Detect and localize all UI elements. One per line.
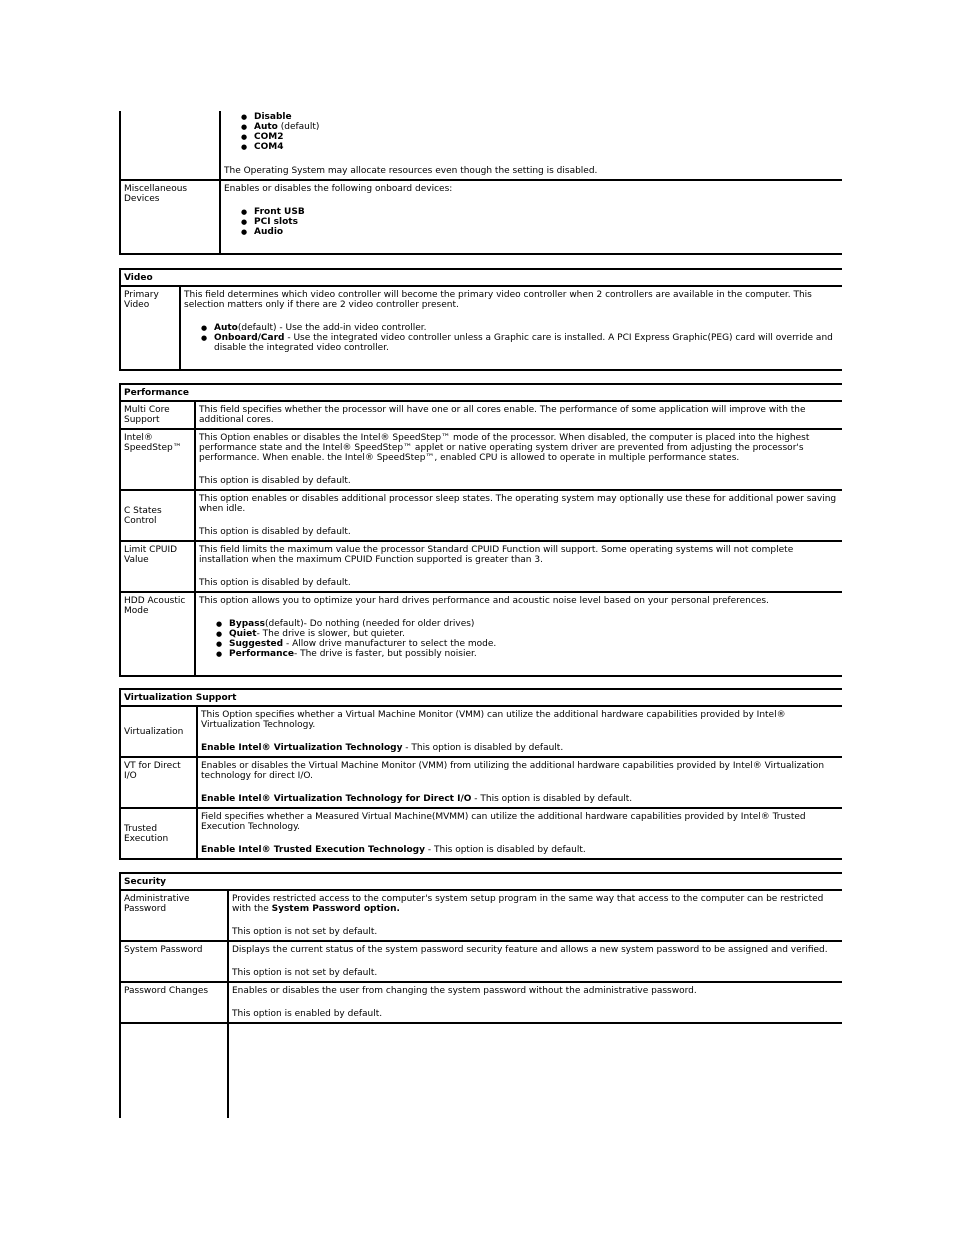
trusted-execution-desc: Field specifies whether a Measured Virtual Machine(MVMM) can utilize the additional hardware capabilities provided by Intel® Trusted Execution Technology.: [201, 812, 806, 832]
system-password-label: System Password: [120, 941, 228, 982]
limit-cpuid-row: [120, 541, 842, 592]
virtualization-row: [120, 706, 842, 757]
hdd-acoustic-desc: This option allows you to optimize your hard drives performance and acoustic noise level based on your personal preferences.: [199, 596, 769, 606]
trusted-execution-row: [120, 808, 842, 859]
security-table: [119, 872, 842, 1118]
serial-note: The Operating System may allocate resources even though the setting is disabled.: [224, 166, 598, 176]
performance-header: Performance: [120, 384, 842, 401]
c-states-desc-cell: [195, 490, 842, 541]
multi-core-desc: This field specifies whether the processor will have one or all cores enable. The performance of some application will improve with the additional cores.: [195, 401, 842, 429]
list-item: ● Performance- The drive is faster, but possibly noisier.: [229, 649, 839, 659]
system-password-desc-cell: [228, 941, 842, 982]
list-item: ● Suggested - Allow drive manufacturer to select the mode.: [229, 639, 839, 649]
limit-cpuid-desc-cell: [195, 541, 842, 592]
password-changes-note: This option is enabled by default.: [232, 1009, 383, 1019]
vt-direct-io-label: VT for Direct I/O: [120, 757, 197, 808]
list-item: ● Quiet- The drive is slower, but quieter.: [229, 629, 839, 639]
limit-cpuid-note: This option is disabled by default.: [199, 578, 351, 588]
vt-direct-io-desc-cell: [197, 757, 842, 808]
virtualization-note: Enable Intel® Virtualization Technology - This option is disabled by default.: [201, 743, 564, 753]
virtualization-header: Virtualization Support: [120, 689, 842, 706]
password-changes-desc-cell: [228, 982, 842, 1023]
list-item: ● Bypass(default)- Do nothing (needed for older drives): [229, 619, 839, 629]
security-continued-row: [120, 1023, 842, 1118]
list-item: ● PCI slots: [254, 217, 839, 227]
video-header: Video: [120, 269, 842, 286]
speedstep-label: Intel® SpeedStep™: [120, 429, 195, 490]
primary-video-desc-cell: [180, 286, 842, 370]
hdd-acoustic-row: [120, 592, 842, 676]
primary-video-row: [120, 286, 842, 370]
c-states-desc: This option enables or disables additional processor sleep states. The operating system may optionally use these for additional power saving when idle.: [199, 494, 837, 514]
vt-direct-io-note: Enable Intel® Virtualization Technology for Direct I/O - This option is disabled by default.: [201, 794, 633, 804]
onboard-devices-table: [119, 111, 842, 255]
serial-label-cell: [120, 111, 220, 180]
vt-direct-io-row: [120, 757, 842, 808]
list-item: ● Audio: [254, 227, 839, 237]
virtualization-table: [119, 688, 842, 860]
list-item: ● Auto (default): [254, 122, 839, 132]
security-continued-desc-cell: [228, 1023, 842, 1118]
vt-direct-io-desc: Enables or disables the Virtual Machine Monitor (VMM) from utilizing the additional hardware capabilities provided by Intel® Virtualization technology for direct I/O.: [201, 761, 825, 781]
serial-port-row: [120, 111, 842, 180]
speedstep-row: [120, 429, 842, 490]
multi-core-label: Multi Core Support: [120, 401, 195, 429]
system-password-row: [120, 941, 842, 982]
trusted-execution-label: Trusted Execution: [120, 808, 197, 859]
security-header: Security: [120, 873, 842, 890]
misc-devices-row: [120, 180, 842, 254]
admin-password-desc: Provides restricted access to the computer's system setup program in the same way that access to the computer can be restricted with the System Password option.: [232, 894, 824, 914]
admin-password-label: Administrative Password: [120, 890, 228, 941]
serial-options-list: [224, 112, 839, 152]
admin-password-row: [120, 890, 842, 941]
password-changes-label: Password Changes: [120, 982, 228, 1023]
c-states-note: This option is disabled by default.: [199, 527, 351, 537]
password-changes-row: [120, 982, 842, 1023]
system-password-note: This option is not set by default.: [232, 968, 378, 978]
admin-password-note: This option is not set by default.: [232, 927, 378, 937]
misc-desc-cell: [220, 180, 842, 254]
misc-desc: Enables or disables the following onboard devices:: [224, 184, 453, 194]
hdd-options-list: [199, 619, 839, 659]
list-item: ● Onboard/Card - Use the integrated video controller unless a Graphic care is installed. A PCI Express Graphic(PEG) card will override and disable the integrated video controller.: [214, 333, 839, 353]
limit-cpuid-desc: This field limits the maximum value the processor Standard CPUID Function will support. Some operating systems will not complete installation when the maximum CPUID Function supported is greater than 3.: [199, 545, 794, 565]
list-item: ● Auto(default) - Use the add-in video controller.: [214, 323, 839, 333]
system-password-desc: Displays the current status of the system password security feature and allows a new system password to be assigned and verified.: [232, 945, 828, 955]
list-item: ● Front USB: [254, 207, 839, 217]
list-item: ● COM2: [254, 132, 839, 142]
video-options-list: [184, 323, 839, 353]
hdd-acoustic-label: HDD Acoustic Mode: [120, 592, 195, 676]
limit-cpuid-label: Limit CPUID Value: [120, 541, 195, 592]
multi-core-row: [120, 401, 842, 429]
virtualization-label: Virtualization: [120, 706, 197, 757]
speedstep-desc-cell: [195, 429, 842, 490]
primary-video-desc: This field determines which video controller will become the primary video controller when 2 controllers are available in the computer. This selection matters only if there are 2 video controller present.: [184, 290, 812, 310]
serial-desc-cell: [220, 111, 842, 180]
virtualization-desc: This Option specifies whether a Virtual Machine Monitor (VMM) can utilize the additional hardware capabilities provided by Intel® Virtualization Technology.: [201, 710, 786, 730]
speedstep-note: This option is disabled by default.: [199, 476, 351, 486]
password-changes-desc: Enables or disables the user from changing the system password without the administrative password.: [232, 986, 697, 996]
security-continued-label-cell: [120, 1023, 228, 1118]
c-states-label: C States Control: [120, 490, 195, 541]
virtualization-desc-cell: [197, 706, 842, 757]
list-item: ● COM4: [254, 142, 839, 152]
video-table: [119, 268, 842, 371]
primary-video-label: Primary Video: [120, 286, 180, 370]
list-item: ● Disable: [254, 112, 839, 122]
trusted-execution-note: Enable Intel® Trusted Execution Technology - This option is disabled by default.: [201, 845, 586, 855]
performance-table: [119, 383, 842, 677]
speedstep-desc: This Option enables or disables the Intel® SpeedStep™ mode of the processor. When disabled, the computer is placed into the highest performance state and the Intel® SpeedStep™ applet or native operating system driver are prevented from adjusting the processor's performance. When enable. the Intel® SpeedStep™, enabled CPU is allowed to operate in multiple performance states.: [199, 433, 810, 463]
hdd-acoustic-desc-cell: [195, 592, 842, 676]
misc-label: Miscellaneous Devices: [120, 180, 220, 254]
trusted-execution-desc-cell: [197, 808, 842, 859]
c-states-row: [120, 490, 842, 541]
admin-password-desc-cell: [228, 890, 842, 941]
misc-options-list: [224, 207, 839, 237]
